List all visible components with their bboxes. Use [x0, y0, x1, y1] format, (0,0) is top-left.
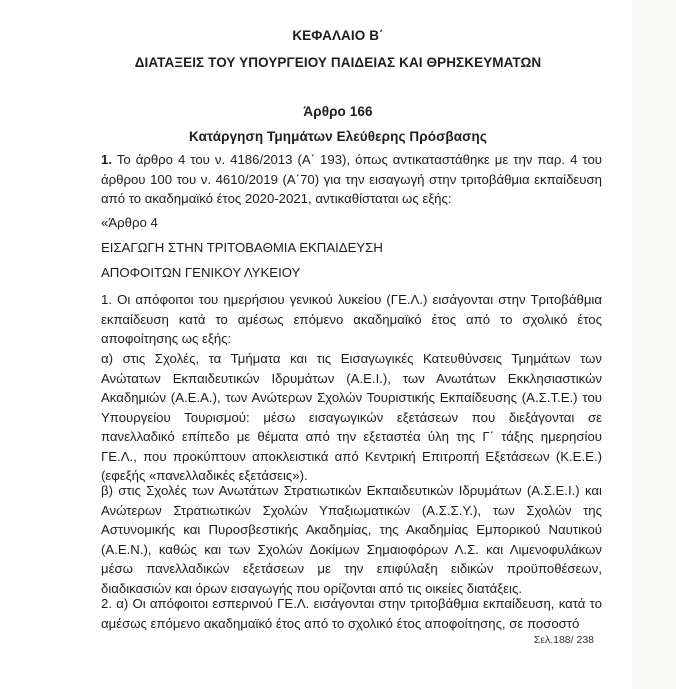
caps-heading-1: ΕΙΣΑΓΩΓΗ ΣΤΗΝ ΤΡΙΤΟΒΑΘΜΙΑ ΕΚΠΑΙΔΕΥΣΗ: [101, 240, 383, 255]
subparagraph-2: 2. α) Οι απόφοιτοι εσπερινού ΓΕ.Λ. εισάγονται στην τριτοβάθμια εκπαίδευση, κατά το αμέσως επόμενο ακαδημαϊκό έτος από το σχολικό έτος αποφοίτησης, σε ποσοστό: [101, 596, 602, 631]
paragraph-1: [101, 150, 602, 209]
page-number: Σελ.188/ 238: [533, 634, 594, 646]
paragraph-number: 1.: [101, 152, 112, 167]
section-heading: ΔΙΑΤΑΞΕΙΣ ΤΟΥ ΥΠΟΥΡΓΕΙΟΥ ΠΑΙΔΕΙΑΣ ΚΑΙ ΘΡΗΣΚΕΥΜΑΤΩΝ: [134, 55, 542, 70]
subparagraph-1: 1. Οι απόφοιτοι του ημερήσιου γενικού λυκείου (ΓΕ.Λ.) εισάγονται στην Τριτοβάθμια εκπαίδευση κατά το αμέσως επόμενο ακαδημαϊκό έτος από το σχολικό έτος αποφοίτησης ως εξής:: [101, 292, 602, 346]
item-a: α) στις Σχολές, τα Τμήματα και τις Εισαγωγικές Κατευθύνσεις Τμημάτων των Ανώτατων Εκπαιδευτικών Ιδρυμάτων (Α.Ε.Ι.), των Ανωτάτων Εκκλησιαστικών Ακαδημιών (Α.Ε.Α.), των Ανώτερων Σχολών Τουριστικής Εκπαίδευσης (Α.Σ.Τ.Ε.) του Υπουργείου Τουρισμού: μέσω εισαγωγικών εξετάσεων που διεξάγονται σε πανελλαδικό επίπεδο με θέματα από την εξεταστέα ύλη της Γ΄ τάξης ημερησίου ΓΕ.Λ., που προκύπτουν αποκλειστικά από Κεντρική Επιτροπή Εξετάσεων (Κ.Ε.Ε.) (εφεξής «πανελλαδικές εξετάσεις»).: [101, 351, 602, 483]
article-title: Κατάργηση Τμημάτων Ελεύθερης Πρόσβασης: [189, 129, 487, 144]
chapter-heading: ΚΕΦΑΛΑΙΟ Β΄: [292, 28, 384, 43]
paragraph-text: Το άρθρο 4 του ν. 4186/2013 (Α΄ 193), όπως αντικαταστάθηκε με την παρ. 4 του άρθρου 100 του ν. 4610/2019 (Α΄70) για την εισαγωγή στην τριτοβάθμια εκπαίδευση από το ακαδημαϊκό έτος 2020-2021, αντικαθίσταται ως εξής:: [101, 152, 602, 206]
quoted-article-heading: «Άρθρο 4: [101, 215, 158, 230]
item-b: β) στις Σχολές των Ανωτάτων Στρατιωτικών Εκπαιδευτικών Ιδρυμάτων (Α.Σ.Ε.Ι.) και Ανώτερων Στρατιωτικών Σχολών Υπαξιωματικών (Α.Σ.Σ.Υ.), των Σχολών της Αστυνομικής και Πυροσβεστικής Ακαδημίας, της Ακαδημίας Εμπορικού Ναυτικού (Α.Ε.Ν.), καθώς και των Σχολών Δοκίμων Σημαιοφόρων Λ.Σ. και Λιμενοφυλάκων μέσω πανελλαδικών εξετάσεων με την επιφύλαξη ειδικών προϋποθέσεων, διαδικασιών και όρων εισαγωγής που ορίζονται από τις οικείες διατάξεις.: [101, 483, 602, 596]
article-number: Άρθρο 166: [303, 104, 373, 119]
caps-heading-2: ΑΠΟΦΟΙΤΩΝ ΓΕΝΙΚΟΥ ΛΥΚΕΙΟΥ: [101, 265, 301, 280]
